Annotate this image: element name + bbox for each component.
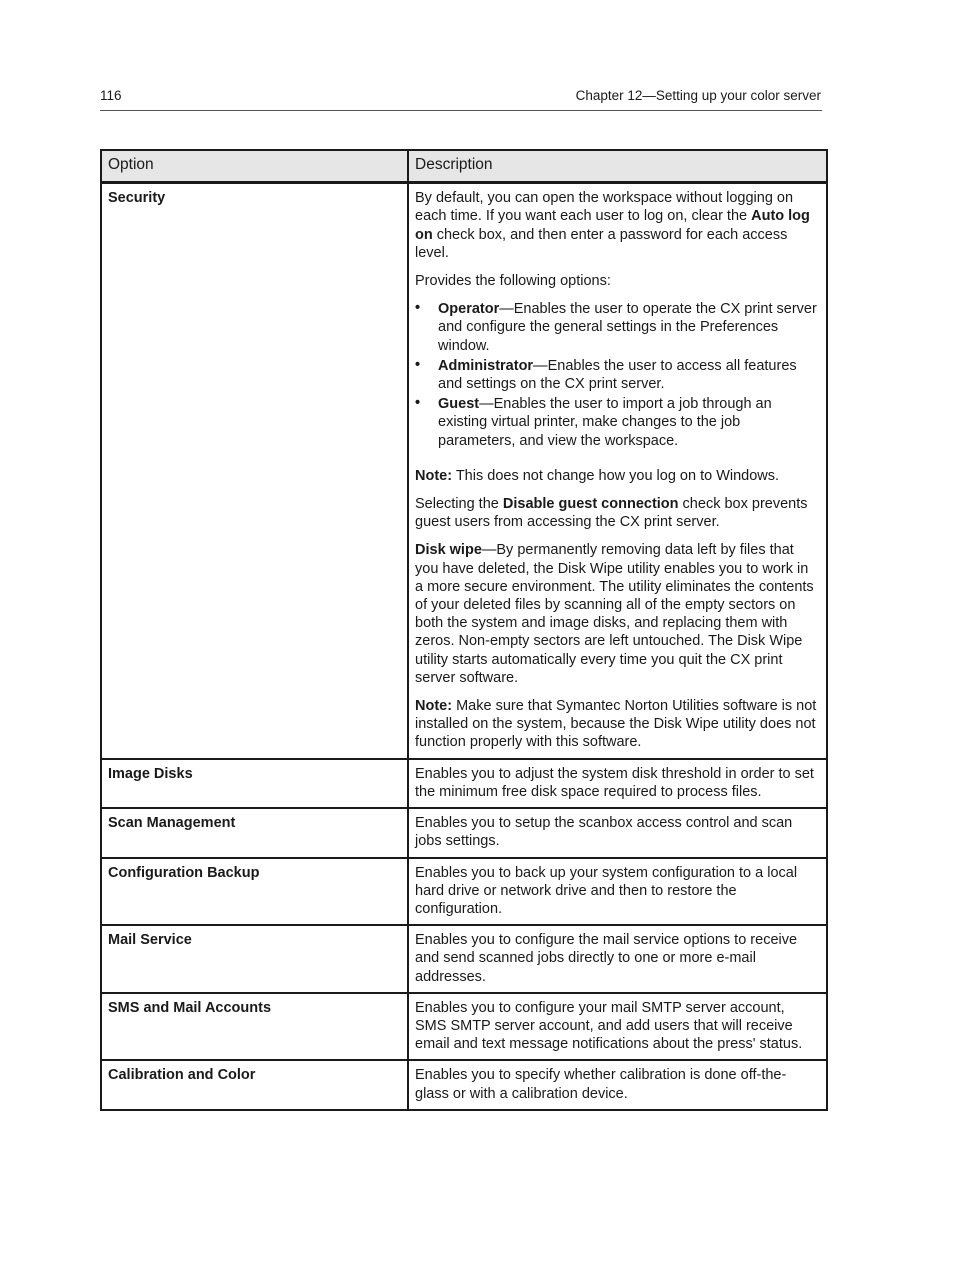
option-description: [408, 183, 827, 759]
note-windows: [415, 467, 820, 485]
option-description: Enables you to adjust the system disk threshold in order to set the minimum free disk space required to process files.: [408, 759, 827, 808]
table-row: [101, 1060, 827, 1109]
note-text: This does not change how you log on to Windows.: [452, 467, 780, 484]
role-description: —Enables the user to import a job through an existing virtual printer, make changes to the job parameters, and view the workspace.: [438, 396, 772, 449]
table-row: [101, 808, 827, 857]
disable-guest-label: Disable guest connection: [502, 496, 679, 513]
text-run: —By permanently removing data left by files that you have deleted, the Disk Wipe utility enables you to work in a more secure environment. The utility eliminates the contents of your deleted files by scanning all of the empty sectors on both the system and image disks, and replacing them with zeros. Non-empty sectors are left untouched. The Disk Wipe utility starts automatically every time you quit the CX print server software.: [415, 542, 814, 686]
note-text: Make sure that Symantec Norton Utilities software is not installed on the system, because the Disk Wipe utility does not function properly with this software.: [415, 698, 817, 751]
option-description: Enables you to configure your mail SMTP server account, SMS SMTP server account, and add users that will receive email and text message notifications about the press' status.: [408, 993, 827, 1061]
option-description: Enables you to setup the scanbox access control and scan jobs settings.: [408, 808, 827, 857]
table-row-security: [101, 183, 827, 759]
option-name: SMS and Mail Accounts: [101, 993, 408, 1061]
auto-log-on-label: Auto log on: [415, 208, 810, 243]
role-list: [415, 300, 820, 450]
table-row: [101, 993, 827, 1061]
option-name: Image Disks: [101, 759, 408, 808]
text-run: Selecting the: [415, 496, 503, 513]
role-description: —Enables the user to access all features and settings on the CX print server.: [438, 357, 797, 393]
option-name: Scan Management: [101, 808, 408, 857]
bullet-icon: •: [415, 356, 421, 373]
options-intro: Provides the following options:: [415, 273, 611, 290]
text-run: By default, you can open the workspace without logging on each time. If you want each user to log on, clear the: [415, 190, 794, 225]
page-number: 116: [100, 88, 122, 103]
role-name: Operator: [438, 301, 500, 318]
bullet-icon: •: [415, 395, 421, 412]
list-item: [415, 395, 820, 450]
option-description: Enables you to specify whether calibration is done off-the-glass or with a calibration device.: [408, 1060, 827, 1109]
chapter-title: Chapter 12—Setting up your color server: [575, 88, 821, 103]
disk-wipe-label: Disk wipe: [415, 542, 482, 559]
option-name: Configuration Backup: [101, 858, 408, 926]
bullet-icon: •: [415, 300, 421, 317]
security-intro: [415, 189, 820, 262]
table-row: [101, 858, 827, 926]
note-norton: [415, 697, 820, 752]
table-row: [101, 925, 827, 993]
option-description: Enables you to configure the mail service options to receive and send scanned jobs directly to one or more e-mail addresses.: [408, 925, 827, 993]
disk-wipe-paragraph: [415, 541, 820, 687]
column-header-description: Description: [408, 150, 827, 183]
text-run: check box, and then enter a password for each access level.: [415, 226, 788, 261]
table-header-row: [101, 150, 827, 183]
role-name: Guest: [438, 396, 480, 413]
role-description: —Enables the user to operate the CX print server and configure the general settings in the Preferences window.: [438, 301, 817, 354]
page-header: [100, 88, 822, 111]
note-label: Note:: [415, 698, 453, 715]
table-row: [101, 759, 827, 808]
guest-connection-paragraph: [415, 495, 820, 531]
list-item: [415, 357, 820, 393]
options-table: [100, 149, 828, 1111]
option-description: Enables you to back up your system configuration to a local hard drive or network drive and then to restore the configuration.: [408, 858, 827, 926]
text-run: check box prevents guest users from accessing the CX print server.: [415, 496, 808, 531]
option-name: Calibration and Color: [101, 1060, 408, 1109]
list-item: [415, 300, 820, 355]
option-name: Security: [101, 183, 408, 759]
option-name: Mail Service: [101, 925, 408, 993]
role-name: Administrator: [438, 357, 534, 374]
column-header-option: Option: [101, 150, 408, 183]
note-label: Note:: [415, 467, 453, 484]
